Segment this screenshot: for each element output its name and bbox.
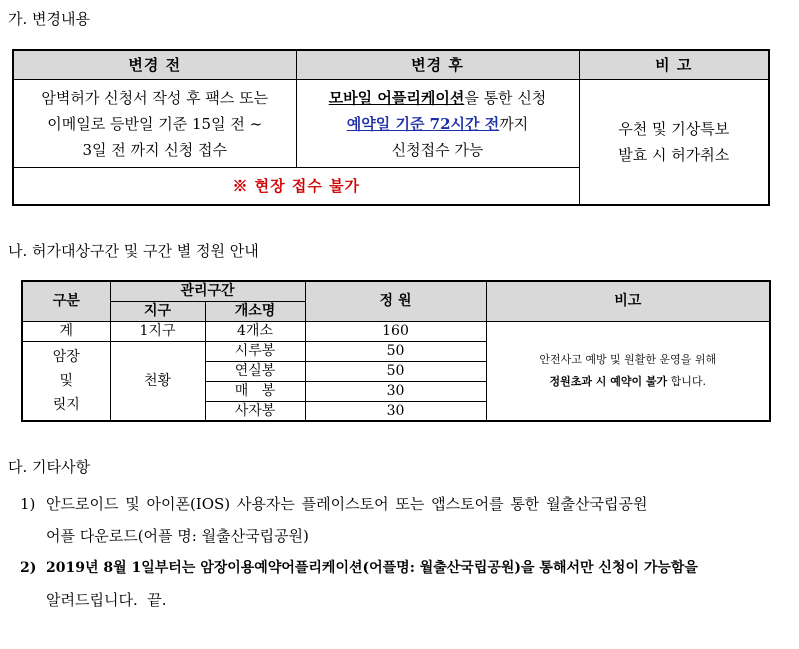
deadline-text: 예약일 기준 72시간 전 xyxy=(346,114,500,133)
note-bold: 정원초과 시 예약이 불가 xyxy=(549,374,668,388)
mobile-app-text: 모바일 어플리케이션 xyxy=(328,88,465,107)
before-cell xyxy=(13,80,296,168)
header-remark: 비 고 xyxy=(579,50,769,80)
item-text: 어플 다운로드(어플 명: 월출산국립공원) xyxy=(46,527,309,545)
remark-line: 우천 및 기상특보 xyxy=(618,120,730,138)
after-text: 을 통한 신청 xyxy=(464,88,547,107)
onsite-notice: ※ 현장 접수 불가 xyxy=(13,168,579,206)
district-cell: 천황 xyxy=(110,341,205,421)
remark-cell xyxy=(579,80,769,206)
before-line: 3일 전 까지 신청 접수 xyxy=(82,140,228,159)
spot-name: 시루봉 xyxy=(205,341,305,361)
header-remark: 비고 xyxy=(486,281,770,321)
after-text: 까지 xyxy=(499,114,529,133)
header-before: 변경 전 xyxy=(13,50,296,80)
header-count: 개소명 xyxy=(205,301,305,321)
item-text: 안드로이드 및 아이폰(IOS) 사용자는 플레이스토어 또는 앱스토어를 통한 월출산국립공원 xyxy=(46,495,648,513)
note-rest: 합니다. xyxy=(667,374,707,388)
spot-capacity: 50 xyxy=(305,361,486,381)
list-item xyxy=(20,488,792,520)
spot-capacity: 30 xyxy=(305,401,486,421)
capacity-table xyxy=(21,280,771,422)
change-table xyxy=(12,49,770,206)
header-after: 변경 후 xyxy=(296,50,579,80)
item-number: 1) xyxy=(20,495,36,513)
total-district: 1지구 xyxy=(110,321,205,341)
category-line: 릿지 xyxy=(52,396,80,413)
remark-line: 발효 시 허가취소 xyxy=(618,146,730,164)
item-text: 2019년 8월 1일부터는 암장이용예약어플리케이션(어플명: 월출산국립공원)을 통해서만 신청이 가능함을 xyxy=(46,560,698,576)
misc-list xyxy=(20,488,792,616)
total-count: 4개소 xyxy=(205,321,305,341)
category-line: 암장 xyxy=(52,348,80,365)
change-table-header xyxy=(13,50,769,80)
total-capacity: 160 xyxy=(305,321,486,341)
header-section: 관리구간 xyxy=(110,281,305,301)
header-district: 지구 xyxy=(110,301,205,321)
total-row xyxy=(22,321,770,341)
category-cell xyxy=(22,341,110,421)
spot-capacity: 50 xyxy=(305,341,486,361)
spot-name: 매 봉 xyxy=(205,381,305,401)
after-cell xyxy=(296,80,579,168)
before-line: 이메일로 등반일 기준 15일 전 ~ xyxy=(47,114,263,133)
spot-name: 사자봉 xyxy=(205,401,305,421)
section-c-title: 다. 기타사항 xyxy=(8,458,90,476)
section-b-title: 나. 허가대상구간 및 구간 별 정원 안내 xyxy=(8,242,259,260)
before-line: 암벽허가 신청서 작성 후 팩스 또는 xyxy=(41,88,269,107)
header-gubun: 구분 xyxy=(22,281,110,321)
spot-capacity: 30 xyxy=(305,381,486,401)
item-number: 2) xyxy=(20,560,37,576)
after-text: 신청접수 가능 xyxy=(391,140,484,159)
change-table-row xyxy=(13,80,769,168)
spot-name: 연실봉 xyxy=(205,361,305,381)
category-line: 및 xyxy=(59,372,74,389)
note-line: 안전사고 예방 및 원활한 운영을 위해 xyxy=(539,352,717,366)
list-item xyxy=(20,552,792,584)
header-capacity: 정 원 xyxy=(305,281,486,321)
section-a-title: 가. 변경내용 xyxy=(8,10,90,28)
total-label: 계 xyxy=(22,321,110,341)
item-text: 알려드립니다. 끝. xyxy=(46,591,167,609)
capacity-note xyxy=(486,321,770,421)
